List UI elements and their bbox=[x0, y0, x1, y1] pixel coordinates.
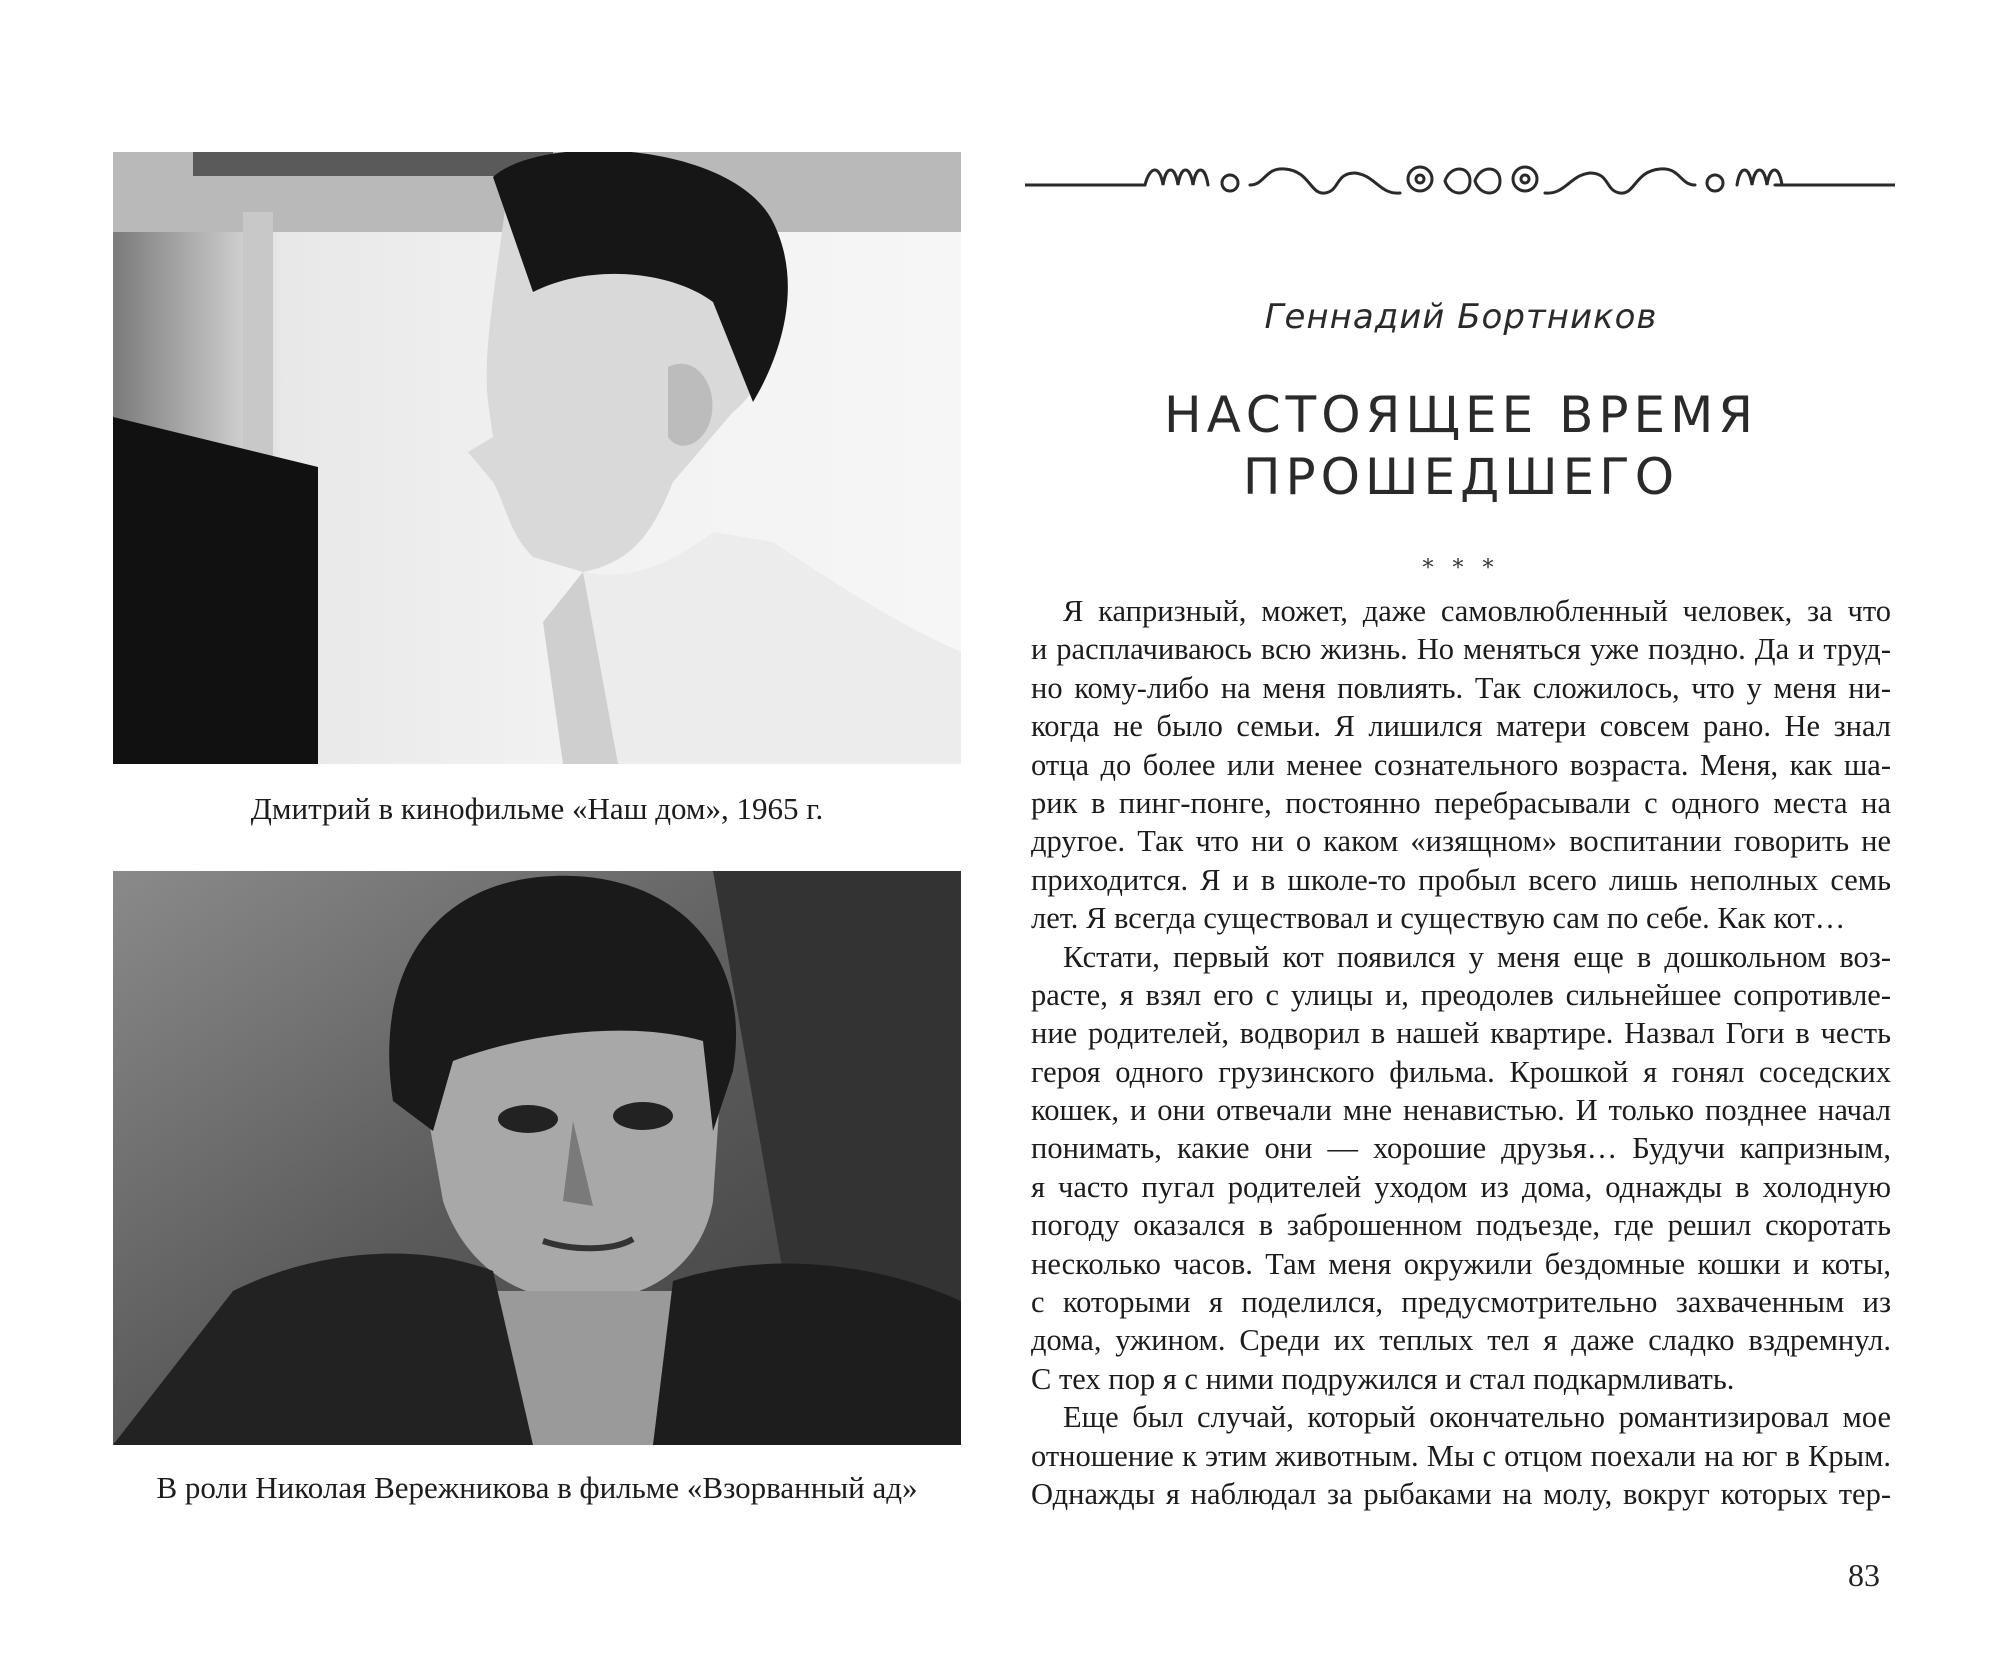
page-number: 83 bbox=[1848, 1557, 1880, 1593]
section-separator: * * * bbox=[1422, 556, 1500, 581]
text-line: Еще был случай, который окончательно романтизировал мое bbox=[1063, 1400, 1891, 1435]
text-line: Кстати, первый кот появился у меня еще в дошкольном воз- bbox=[1063, 939, 1891, 974]
text-line: но кому-либо на меня повлиять. Так сложилось, что у меня ни- bbox=[1031, 670, 1891, 705]
text-line: лет. Я всегда существовал и существую сам по себе. Как кот… bbox=[1031, 901, 1846, 936]
text-line: героя одного грузинского фильма. Крошкой я гонял соседских bbox=[1031, 1054, 1891, 1089]
article-body bbox=[1031, 592, 1891, 1513]
text-line: рик в пинг-понге, постоянно перебрасывали с одного места на bbox=[1031, 785, 1891, 820]
article-title bbox=[1028, 384, 1894, 508]
text-line: и расплачиваюсь всю жизнь. Но меняться уже поздно. Да и труд- bbox=[1031, 632, 1891, 667]
article-title-line: ПРОШЕДШЕГО bbox=[1242, 448, 1680, 506]
text-line: кошек, и они отвечали мне ненавистью. И только позднее начал bbox=[1031, 1093, 1891, 1128]
text-line: ние родителей, водворил в нашей квартире. Назвал Гоги в честь bbox=[1031, 1016, 1891, 1051]
text-line: отца до более или менее сознательного возраста. Меня, как ша- bbox=[1031, 747, 1891, 782]
photo-vzorvanny-ad-image bbox=[113, 871, 961, 1445]
text-line: другое. Так что ни о каком «изящном» воспитании говорить не bbox=[1031, 824, 1891, 859]
article-title-line: НАСТОЯЩЕЕ ВРЕМЯ bbox=[1163, 386, 1759, 444]
text-line: расте, я взял его с улицы и, преодолев сильнейшее сопротивле- bbox=[1031, 977, 1891, 1012]
photo-caption: Дмитрий в кинофильме «Наш дом», 1965 г. bbox=[250, 791, 824, 826]
ornament-divider bbox=[1025, 155, 1895, 205]
text-line: с которыми я поделился, предусмотрительно захваченным из bbox=[1031, 1285, 1891, 1320]
text-line: я часто пугал родителей уходом из дома, однажды в холодную bbox=[1031, 1169, 1891, 1204]
photo-nash-dom bbox=[113, 152, 961, 764]
text-line: Я капризный, может, даже самовлюбленный человек, за что bbox=[1063, 594, 1891, 628]
text-line: приходится. Я и в школе-то пробыл всего лишь неполных семь bbox=[1031, 862, 1891, 897]
text-line: С тех пор я с ними подружился и стал подкармливать. bbox=[1031, 1361, 1735, 1396]
text-line: погоду оказался в заброшенном подъезде, где решил скоротать bbox=[1031, 1208, 1891, 1243]
text-line: несколько часов. Там меня окружили бездомные кошки и коты, bbox=[1031, 1246, 1891, 1281]
text-line: когда не было семьи. Я лишился матери совсем рано. Не знал bbox=[1031, 709, 1891, 744]
text-line: понимать, какие они — хорошие друзья… Будучи капризным, bbox=[1031, 1131, 1891, 1166]
text-line: Однажды я наблюдал за рыбаками на молу, вокруг которых тер- bbox=[1031, 1476, 1891, 1511]
photo-vzorvanny-ad bbox=[113, 871, 961, 1445]
photo-caption: В роли Николая Вережникова в фильме «Взорванный ад» bbox=[156, 1470, 918, 1505]
article-author: Геннадий Бортников bbox=[1264, 297, 1658, 337]
text-line: дома, ужином. Среди их теплых тел я даже сладко вздремнул. bbox=[1031, 1323, 1891, 1358]
text-line: отношение к этим животным. Мы с отцом поехали на юг в Крым. bbox=[1031, 1438, 1891, 1473]
photo-nash-dom-image bbox=[113, 152, 961, 764]
